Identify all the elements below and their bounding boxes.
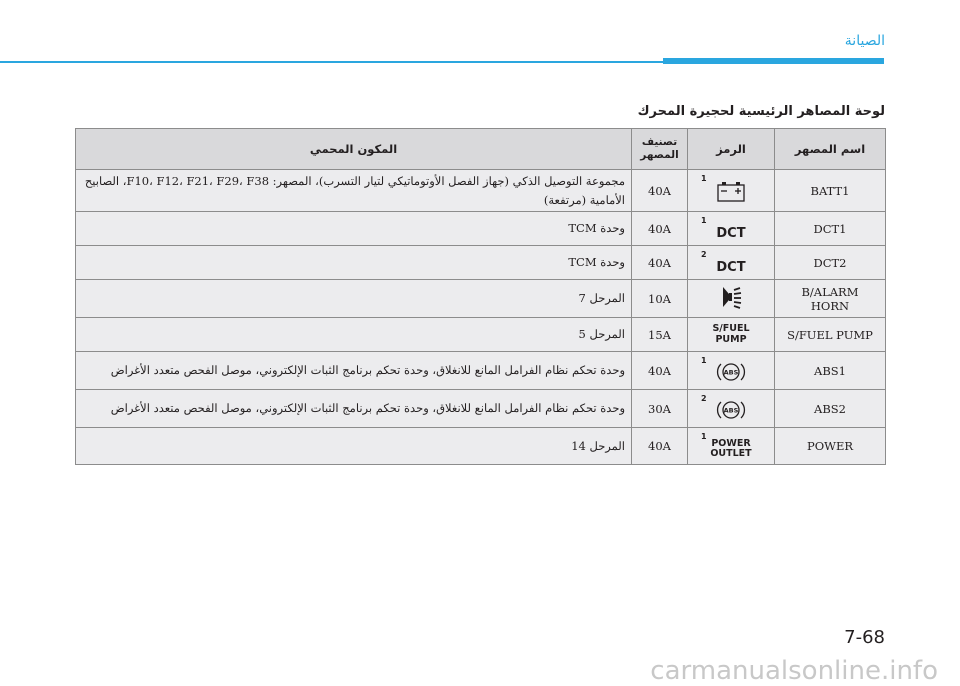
fuse-name-cell: B/ALARM HORN bbox=[775, 280, 886, 318]
table-row bbox=[76, 246, 886, 280]
rating-cell: 40A bbox=[632, 170, 688, 212]
power-outlet-symbol-line1: POWER bbox=[711, 437, 751, 449]
power-outlet-symbol-line2: OUTLET bbox=[710, 448, 752, 459]
fuel-pump-symbol-line2: PUMP bbox=[715, 333, 747, 345]
superscript: 2 bbox=[701, 250, 707, 259]
symbol-cell bbox=[688, 352, 775, 390]
header-circuit: المكون المحمي bbox=[76, 129, 632, 170]
dct-symbol: DCT bbox=[716, 225, 746, 241]
symbol-cell bbox=[688, 390, 775, 428]
superscript: 1 bbox=[701, 356, 707, 365]
symbol-cell bbox=[688, 212, 775, 246]
superscript: 1 bbox=[701, 216, 707, 225]
table-row bbox=[76, 212, 886, 246]
symbol-cell bbox=[688, 428, 775, 465]
page-number: 7-68 bbox=[844, 627, 885, 648]
table-row bbox=[76, 428, 886, 465]
fuse-name-cell: BATT1 bbox=[775, 170, 886, 212]
dct-symbol: DCT bbox=[716, 259, 746, 275]
abs-icon-label: ABS bbox=[723, 368, 739, 376]
symbol-cell bbox=[688, 170, 775, 212]
table-header-row bbox=[76, 129, 886, 170]
table-row bbox=[76, 280, 886, 318]
fuse-name-cell: POWER bbox=[775, 428, 886, 465]
fuse-table bbox=[75, 128, 886, 465]
description-cell: وحدة تحكم نظام الفرامل المانع للانغلاق، وحدة تحكم برنامج الثبات الإلكتروني، موصل الفحص متعدد الأغراض bbox=[76, 352, 632, 390]
superscript: 2 bbox=[701, 394, 707, 403]
description-cell: مجموعة التوصيل الذكي (جهاز الفصل الأوتوماتيكي لتيار التسرب)، المصهر: F10، F12، F21، F29، F38، الصابيح الأمامية (مرتفعة) bbox=[76, 170, 632, 212]
rating-cell: 30A bbox=[632, 390, 688, 428]
abs-icon bbox=[715, 397, 747, 423]
fuse-name-cell: DCT2 bbox=[775, 246, 886, 280]
rating-cell: 10A bbox=[632, 280, 688, 318]
description-cell: وحدة TCM bbox=[76, 212, 632, 246]
table-row bbox=[76, 352, 886, 390]
abs-icon bbox=[715, 359, 747, 385]
superscript: 1 bbox=[701, 174, 707, 183]
watermark: carmanualsonline.info bbox=[650, 656, 938, 686]
power-outlet-symbol bbox=[710, 439, 751, 460]
table-row bbox=[76, 390, 886, 428]
symbol-cell bbox=[688, 246, 775, 280]
battery-icon bbox=[716, 181, 746, 203]
rating-cell: 40A bbox=[632, 428, 688, 465]
header-rating: تصنيف المصهر bbox=[632, 129, 688, 170]
symbol-cell bbox=[688, 318, 775, 352]
abs-icon-label: ABS bbox=[723, 406, 739, 414]
header-symbol: الرمز bbox=[688, 129, 775, 170]
fuse-name-cell: ABS2 bbox=[775, 390, 886, 428]
superscript: 1 bbox=[701, 432, 707, 441]
fuse-name-cell: DCT1 bbox=[775, 212, 886, 246]
table-row bbox=[76, 170, 886, 212]
header-rule-accent bbox=[663, 58, 884, 64]
fuse-name-cell: ABS1 bbox=[775, 352, 886, 390]
rating-cell: 40A bbox=[632, 352, 688, 390]
rating-cell: 40A bbox=[632, 246, 688, 280]
rating-cell: 40A bbox=[632, 212, 688, 246]
description-cell: المرحل 14 bbox=[76, 428, 632, 465]
description-cell: وحدة TCM bbox=[76, 246, 632, 280]
table-row bbox=[76, 318, 886, 352]
header-fuse-name: اسم المصهر bbox=[775, 129, 886, 170]
symbol-cell bbox=[688, 280, 775, 318]
fuse-name-cell: S/FUEL PUMP bbox=[775, 318, 886, 352]
fuel-pump-symbol-line1: S/FUEL bbox=[712, 323, 750, 335]
section-title: الصيانة bbox=[844, 33, 885, 49]
rating-cell: 15A bbox=[632, 318, 688, 352]
description-cell: المرحل 5 bbox=[76, 318, 632, 352]
table-title: لوحة المصاهر الرئيسية لحجيرة المحرك bbox=[637, 104, 885, 119]
fuel-pump-symbol bbox=[712, 324, 749, 345]
description-cell: المرحل 7 bbox=[76, 280, 632, 318]
alarm-horn-icon bbox=[720, 285, 742, 309]
description-cell: وحدة تحكم نظام الفرامل المانع للانغلاق، وحدة تحكم برنامج الثبات الإلكتروني، موصل الفحص متعدد الأغراض bbox=[76, 390, 632, 428]
